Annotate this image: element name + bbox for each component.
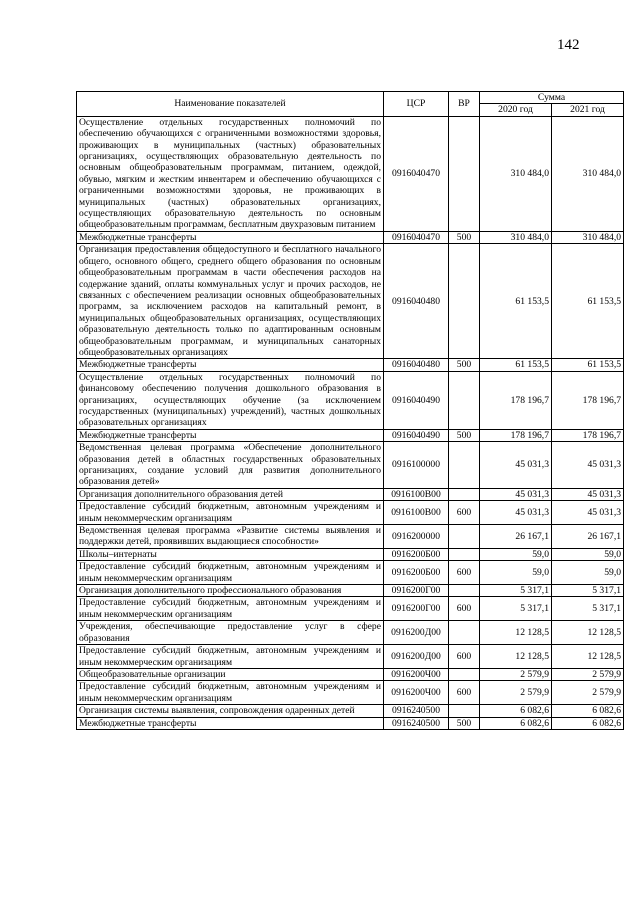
table-row: [77, 597, 624, 621]
row-vr: [449, 371, 480, 429]
row-name: Организация предоставления общедоступного и бесплатного начального общего, основного общего, среднего общего образования по основным общеобразовательным программам в части обеспечения расходов на содержание зданий, оплаты коммунальных услуг и прочих расходов, не связанных с обеспечением реализации основных общеобразовательных программ, за исключением расходов на капитальный ремонт, в муниципальных общеобразовательных организациях, осуществляющих образовательную деятельность только по адаптированным основным общеобразовательным программам, и муниципальных санаторных общеобразовательных организациях: [77, 244, 384, 359]
row-csr: 0916100В00: [384, 488, 449, 500]
table-row: [77, 116, 624, 231]
row-sum-2020: 59,0: [480, 561, 552, 585]
row-csr: 0916200Д00: [384, 645, 449, 669]
row-sum-2021: 59,0: [552, 561, 624, 585]
row-name: Ведомственная целевая программа «Обеспечение дополнительного образования детей в областных государственных образовательных организациях, создание условий для развития дополнительного образования детей»: [77, 442, 384, 489]
table-row: [77, 645, 624, 669]
row-vr: [449, 705, 480, 717]
row-csr: 0916200Д00: [384, 621, 449, 645]
row-sum-2020: 45 031,3: [480, 442, 552, 489]
header-vr: ВР: [449, 92, 480, 117]
row-vr: [449, 244, 480, 359]
header-sum: Сумма: [480, 92, 624, 104]
row-name: Предоставление субсидий бюджетным, автономным учреждениям и иным некоммерческим организациям: [77, 561, 384, 585]
row-name: Осуществление отдельных государственных полномочий по обеспечению обучающихся с ограниченными возможностями здоровья, проживающих в муниципальных (частных) образовательных организациях, осуществляющих образовательную деятельность по основным общеобразовательным программам, питанием, одеждой, обувью, мягким и жестким инвентарем и обеспечению обучающихся с ограниченными возможностями здоровья, не проживающих в муниципальных (частных) образовательных организациях, осуществляющих образовательную деятельность по основным общеобразовательным программам, бесплатным двухразовым питанием: [77, 116, 384, 231]
row-name: Межбюджетные трансферты: [77, 429, 384, 441]
row-sum-2020: 5 317,1: [480, 585, 552, 597]
row-csr: 0916100В00: [384, 501, 449, 525]
row-sum-2021: 5 317,1: [552, 597, 624, 621]
row-sum-2020: 6 082,6: [480, 705, 552, 717]
row-sum-2020: 178 196,7: [480, 429, 552, 441]
row-sum-2021: 178 196,7: [552, 429, 624, 441]
row-sum-2020: 45 031,3: [480, 488, 552, 500]
table-row: [77, 244, 624, 359]
row-sum-2020: 26 167,1: [480, 525, 552, 549]
table-row: [77, 717, 624, 729]
row-csr: 0916200000: [384, 525, 449, 549]
row-vr: 600: [449, 561, 480, 585]
row-csr: 0916200Г00: [384, 597, 449, 621]
row-name: Ведомственная целевая программа «Развитие системы выявления и поддержки детей, проявивших выдающиеся способности»: [77, 525, 384, 549]
row-csr: 0916040490: [384, 371, 449, 429]
row-sum-2020: 178 196,7: [480, 371, 552, 429]
row-vr: [449, 525, 480, 549]
row-name: Предоставление субсидий бюджетным, автономным учреждениям и иным некоммерческим организациям: [77, 645, 384, 669]
row-sum-2021: 45 031,3: [552, 442, 624, 489]
row-sum-2021: 45 031,3: [552, 488, 624, 500]
table-row: [77, 705, 624, 717]
row-name: Межбюджетные трансферты: [77, 717, 384, 729]
row-vr: [449, 548, 480, 560]
row-vr: 600: [449, 597, 480, 621]
row-name: Организация дополнительного профессионального образования: [77, 585, 384, 597]
row-sum-2020: 310 484,0: [480, 116, 552, 231]
row-vr: [449, 442, 480, 489]
row-csr: 0916100000: [384, 442, 449, 489]
row-vr: 500: [449, 717, 480, 729]
row-vr: [449, 668, 480, 680]
table-row: [77, 525, 624, 549]
row-vr: 500: [449, 359, 480, 371]
row-name: Организация дополнительного образования детей: [77, 488, 384, 500]
row-sum-2020: 310 484,0: [480, 231, 552, 243]
row-sum-2020: 59,0: [480, 548, 552, 560]
table-row: [77, 488, 624, 500]
row-sum-2020: 61 153,5: [480, 244, 552, 359]
row-sum-2021: 310 484,0: [552, 116, 624, 231]
row-sum-2021: 2 579,9: [552, 668, 624, 680]
row-vr: 500: [449, 429, 480, 441]
row-csr: 0916200Г00: [384, 585, 449, 597]
row-vr: 600: [449, 681, 480, 705]
row-name: Школы–интернаты: [77, 548, 384, 560]
row-sum-2021: 45 031,3: [552, 501, 624, 525]
header-csr: ЦСР: [384, 92, 449, 117]
table-row: [77, 231, 624, 243]
row-sum-2020: 12 128,5: [480, 621, 552, 645]
row-sum-2020: 61 153,5: [480, 359, 552, 371]
row-csr: 0916040480: [384, 359, 449, 371]
row-vr: [449, 488, 480, 500]
header-name: Наименование показателей: [77, 92, 384, 117]
row-csr: 0916200Б00: [384, 548, 449, 560]
row-sum-2020: 45 031,3: [480, 501, 552, 525]
row-vr: [449, 116, 480, 231]
row-sum-2020: 2 579,9: [480, 681, 552, 705]
row-sum-2021: 2 579,9: [552, 681, 624, 705]
table-row: [77, 561, 624, 585]
row-csr: 0916200Ч00: [384, 668, 449, 680]
row-name: Организация системы выявления, сопровождения одаренных детей: [77, 705, 384, 717]
table-row: [77, 668, 624, 680]
row-name: Межбюджетные трансферты: [77, 231, 384, 243]
row-sum-2020: 2 579,9: [480, 668, 552, 680]
row-sum-2021: 6 082,6: [552, 705, 624, 717]
row-sum-2021: 61 153,5: [552, 359, 624, 371]
row-sum-2020: 5 317,1: [480, 597, 552, 621]
row-sum-2021: 310 484,0: [552, 231, 624, 243]
table-row: [77, 501, 624, 525]
row-name: Предоставление субсидий бюджетным, автономным учреждениям и иным некоммерческим организациям: [77, 681, 384, 705]
table-header: [77, 92, 624, 117]
row-sum-2021: 5 317,1: [552, 585, 624, 597]
row-name: Общеобразовательные организации: [77, 668, 384, 680]
table-row: [77, 621, 624, 645]
row-sum-2021: 178 196,7: [552, 371, 624, 429]
table-row: [77, 681, 624, 705]
table-row: [77, 585, 624, 597]
row-name: Учреждения, обеспечивающие предоставление услуг в сфере образования: [77, 621, 384, 645]
row-csr: 0916200Ч00: [384, 681, 449, 705]
row-sum-2020: 12 128,5: [480, 645, 552, 669]
row-csr: 0916040470: [384, 231, 449, 243]
row-sum-2021: 12 128,5: [552, 645, 624, 669]
table-row: [77, 548, 624, 560]
row-csr: 0916040490: [384, 429, 449, 441]
row-sum-2021: 6 082,6: [552, 717, 624, 729]
budget-table: [76, 91, 624, 730]
table-row: [77, 371, 624, 429]
table-row: [77, 442, 624, 489]
row-sum-2021: 61 153,5: [552, 244, 624, 359]
table-row: [77, 429, 624, 441]
row-vr: [449, 585, 480, 597]
row-sum-2021: 59,0: [552, 548, 624, 560]
row-csr: 0916040470: [384, 116, 449, 231]
page-number: 142: [557, 37, 580, 53]
row-sum-2021: 12 128,5: [552, 621, 624, 645]
row-csr: 0916040480: [384, 244, 449, 359]
row-csr: 0916240500: [384, 705, 449, 717]
row-vr: 500: [449, 231, 480, 243]
table-row: [77, 359, 624, 371]
row-sum-2021: 26 167,1: [552, 525, 624, 549]
row-name: Осуществление отдельных государственных полномочий по финансовому обеспечению получения дошкольного образования в организациях, осуществляющих обучение (за исключением государственных (муниципальных) учреждений), частных дошкольных образовательных организациях: [77, 371, 384, 429]
row-csr: 0916200Б00: [384, 561, 449, 585]
row-sum-2020: 6 082,6: [480, 717, 552, 729]
table-body: [77, 116, 624, 729]
header-2020: 2020 год: [480, 104, 552, 116]
row-name: Предоставление субсидий бюджетным, автономным учреждениям и иным некоммерческим организациям: [77, 501, 384, 525]
row-vr: [449, 621, 480, 645]
row-csr: 0916240500: [384, 717, 449, 729]
row-vr: 600: [449, 645, 480, 669]
row-vr: 600: [449, 501, 480, 525]
row-name: Предоставление субсидий бюджетным, автономным учреждениям и иным некоммерческим организациям: [77, 597, 384, 621]
row-name: Межбюджетные трансферты: [77, 359, 384, 371]
header-2021: 2021 год: [552, 104, 624, 116]
